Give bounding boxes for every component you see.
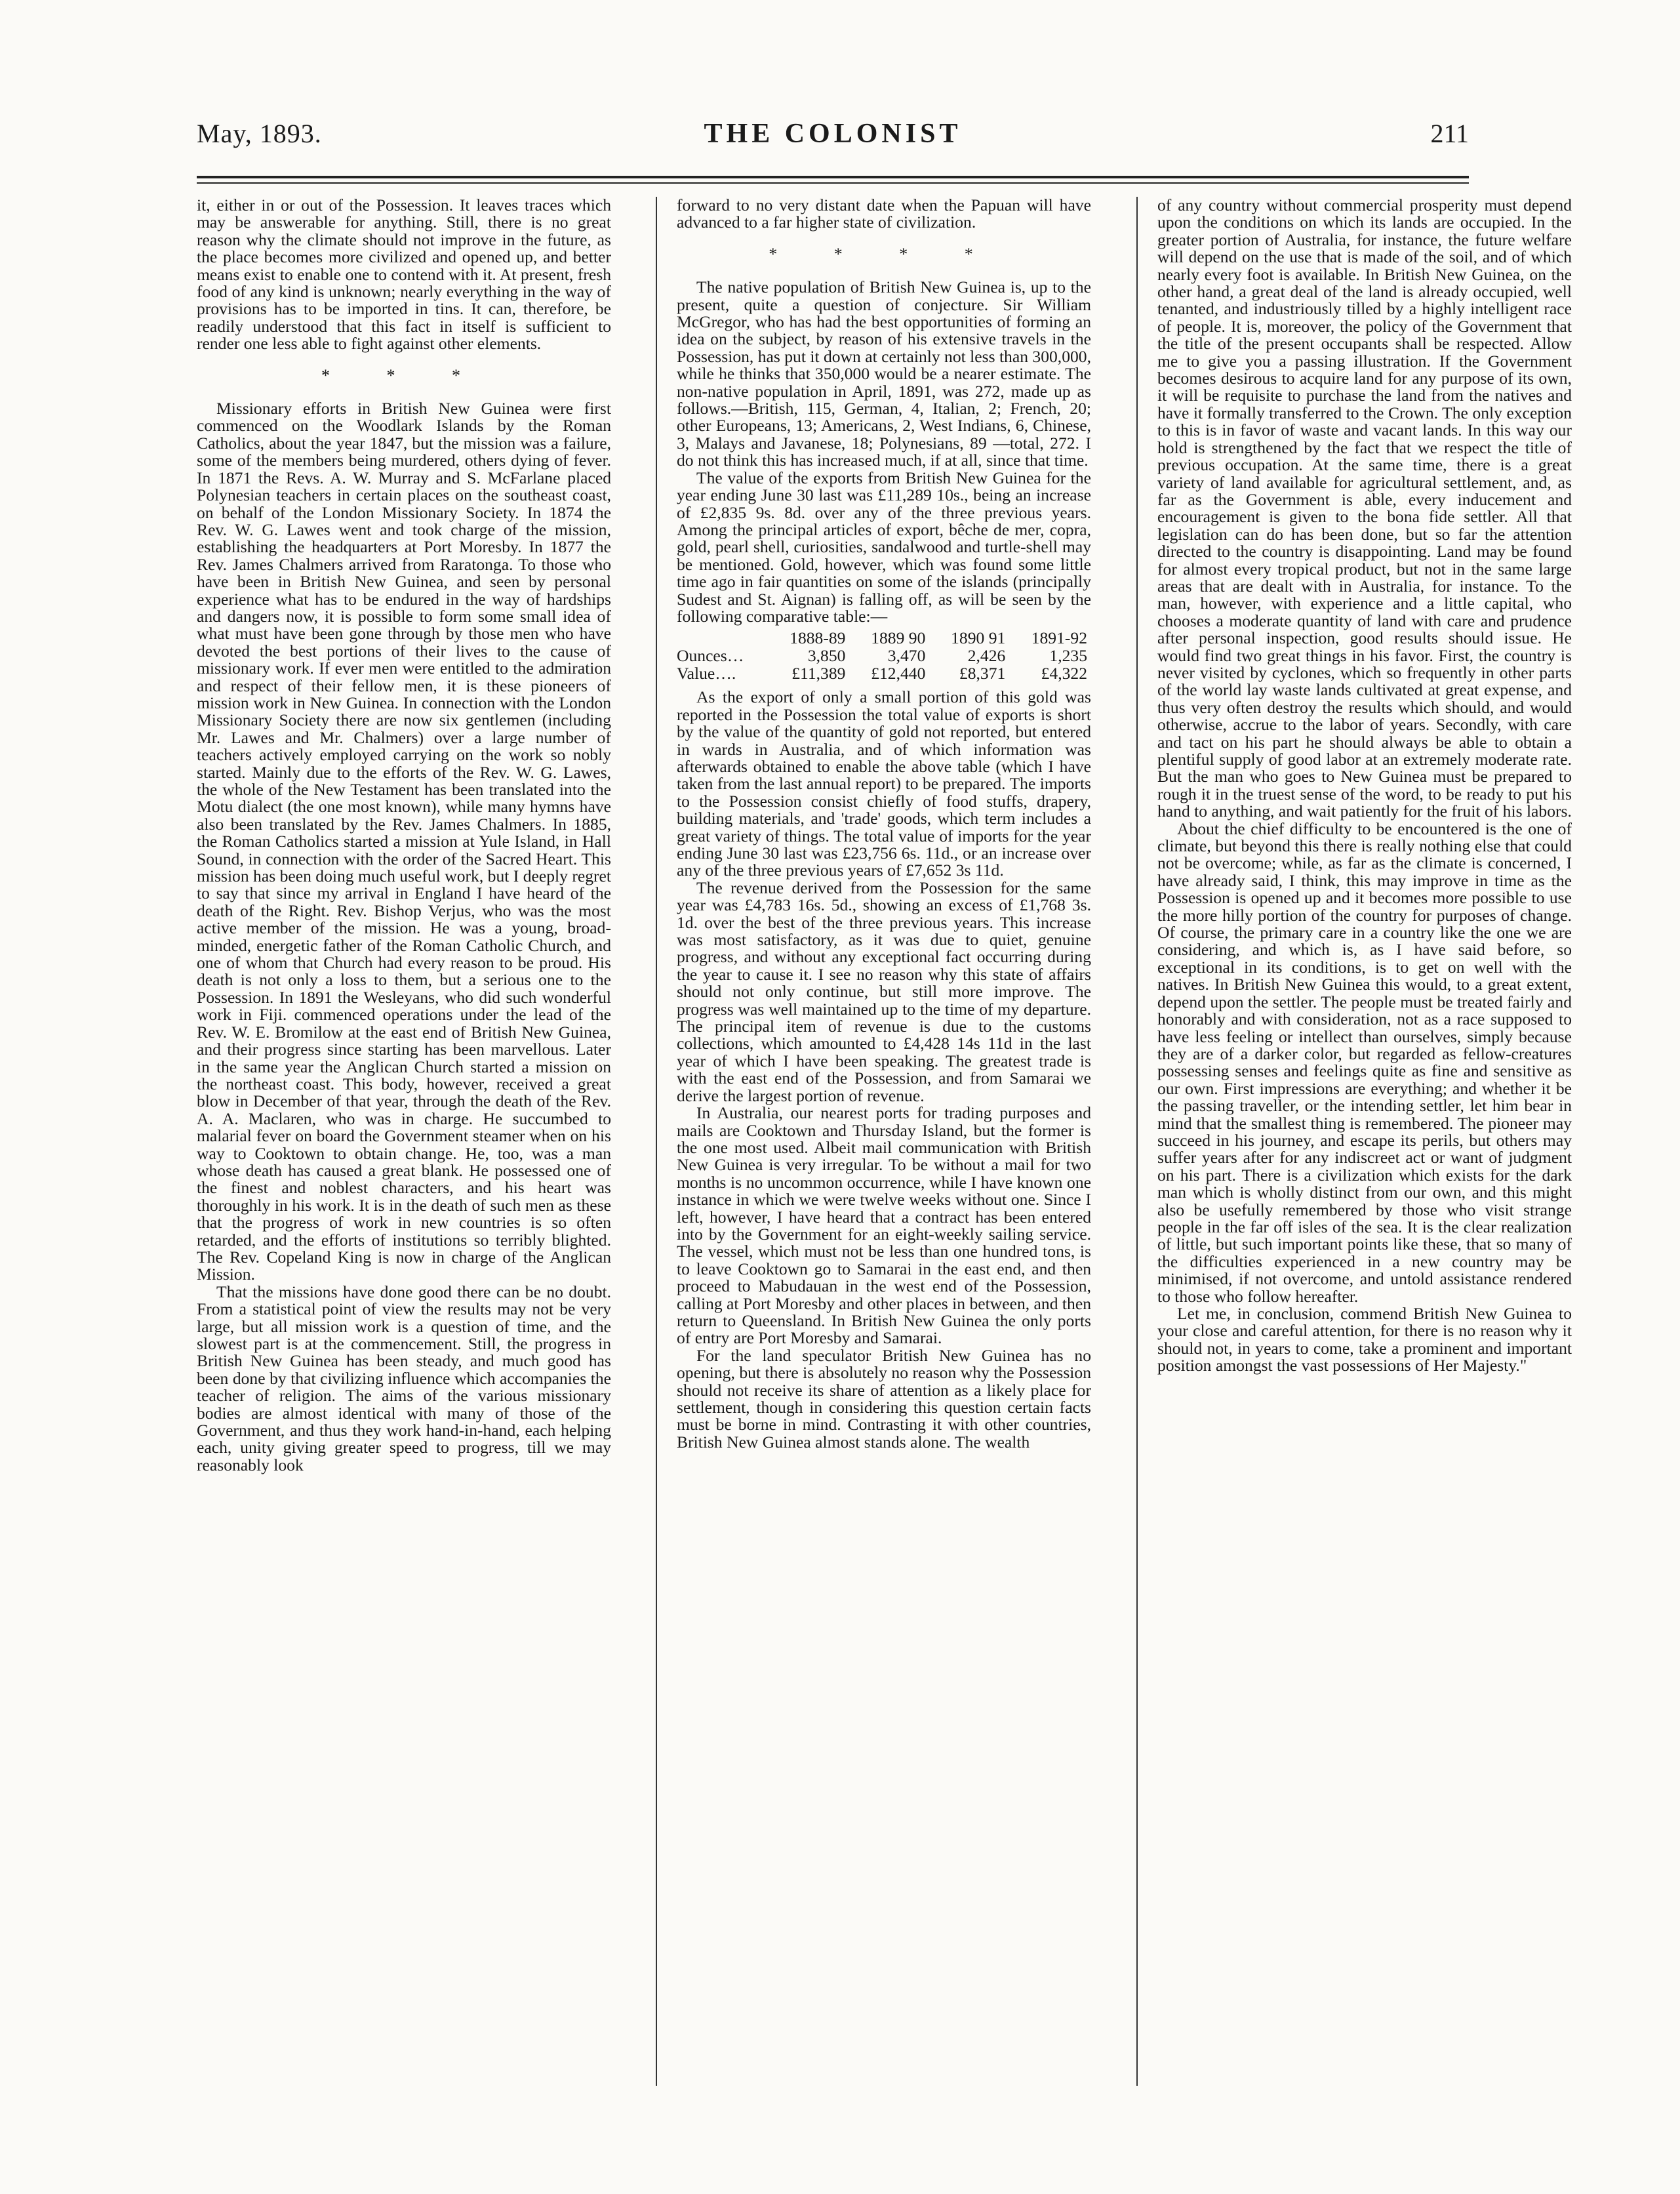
header-rule-thick [197,176,1469,178]
paragraph: it, either in or out of the Possession. It leaves traces which may be answerable for anything. Still, there is no great reason why the climate should not improve in the future, as the place becomes more civilized and opened up, and better means exist to enable one to contend with it. At present, fresh food of any kind is unknown; nearly everything in the way of provisions has to be imported in tins. It can, therefore, be readily understood that this fact in itself is sufficient to render one less able to fight against other elements. [197,197,611,354]
paragraph: That the missions have done good there can be no doubt. From a statistical point of view the results may not be very large, but all mission work is a question of time, and the slowest part is at the commencement. Still, the progress in British New Guinea has been steady, and much good has been done by that civilizing influence which accompanies the teacher of religion. The aims of the various missionary bodies are almost identical with many of those of the Government, and thus they work hand-in-hand, each helping each, unity giving greater speed to progress, till we may reasonably look [197,1282,611,1474]
table-cell: £4,322 [1041,664,1087,683]
paragraph: Let me, in conclusion, commend British New Guinea to your close and careful attention, for there is no reason why it should not, in years to come, take a prominent and important position amongst the vast possessions of Her Majesty." [1157,1304,1572,1375]
paragraph: of any country without commercial prosperity must depend upon the conditions on which its lands are occupied. In the greater portion of Australia, for instance, the future welfare will depend on the use that is made of the soil, and of which nearly every foot is available. In British New Guinea, on the other hand, a great deal of the land is already occupied, well tenanted, and industriously tilled by a highly intelligent race of people. It is, moreover, the policy of the Government that the title of the present occupants shall be respected. Allow me to give you a passing illustration. If the Government becomes desirous to acquire land for any purpose of its own, it will be requisite to purchase the land from the natives and have it formally transferred to the Crown. The only exception to this is in favor of waste and vacant lands. In this way our hold is strengthened by the fact that we respect the title of previous occupation. At the same time, there is a great variety of land available for agricultural settlement, and, as far as the Government is able, every inducement and encouragement is given to the bona fide settler. All that legislation can do has been done, but so far the attention directed to the country is disappointing. Land may be found for almost every tropical product, but not in the same large areas that are dealt with in Australia, for instance. To the man, however, with experience and a little capital, who chooses a moderate quantity of land with care and prudence after personal inspection, good results should issue. He would find two great things in his favor. First, the country is never visited by cyclones, which so frequently in other parts of the world lay waste lands cultivated at great expense, and thus very often destroy the results which should, and would otherwise, accrue to the labor of years. Secondly, with care and tact on his part he should always be able to obtain a plentiful supply of good labor at an extremely moderate rate. But the man who goes to New Guinea must be prepared to rough it in the truest sense of the word, to be ready to put his hand to anything, and wait patiently for the fruit of his labors. [1157,197,1572,821]
table-row [677,647,1091,664]
page-header [197,118,1469,157]
paragraph: About the chief difficulty to be encountered is the one of climate, but beyond this there is really nothing else that could not be overcome; while, as far as the climate is concerned, I have already said, I think, this may improve in time as the Possession is opened up and it becomes more possible to use the more hilly portion of the country for purposes of change. Of course, the primary care in a country like the one we are considering, and which is, as I have said before, so exceptional in its conditions, is to get on well with the natives. In British New Guinea this would, to a great extent, depend upon the settler. The people must be treated fairly and honorably and with consideration, not as a race supposed to have less feeling or intellect than ourselves, simply because they are of a darker color, but regarded as fellow-creatures possessing senses and feelings quite as fine and sensitive as our own. First impressions are everything; and whether it be the passing traveller, or the intending settler, let him bear in mind that the smallest thing is remembered. The pioneer may succeed in his journey, and escape its perils, but others may suffer years after for any indiscreet act or want of judgment on his part. There is a civilization which exists for the dark man which is wholly distinct from our own, and this might also be usefully remembered by those who visit strange people in the far off isles of the sea. It is the clear realization of little, but such important points like these, that so many of the difficulties experienced in a new country may be minimised, if not overcome, and untold assistance rendered to those who follow hereafter. [1157,819,1572,1306]
table-header-cell: 1888-89 [790,628,846,648]
table-header-cell: 1891-92 [1031,628,1087,648]
table-cell: £12,440 [871,664,926,683]
column-divider-2 [1136,197,1138,2086]
paragraph: The value of the exports from British New Guinea for the year ending June 30 last was £11,289 10s., being an increase of £2,835 9s. 8d. over any of the three previous years. Among the principal articles of export, bêche de mer, copra, gold, pearl shell, curiosities, sandalwood and turtle-shell may be mentioned. Gold, however, which was found some little time ago in fair quantities on some of the islands (principally Sudest and St. Aignan) is falling off, as will be seen by the following comparative table:— [677,468,1091,626]
column-divider-1 [656,197,657,2086]
article-column-2 [677,197,1091,2086]
table-header-row [677,629,1091,647]
table-cell: 3,470 [887,646,926,666]
section-separator: * * * * [769,244,999,264]
table-cell: £11,389 [791,664,846,683]
paragraph: Missionary efforts in British New Guinea were first commenced on the Woodlark Islands by the Roman Catholics, about the year 1847, but the mission was a failure, some of the members being murdered, others dying of fever. In 1871 the Revs. A. W. Murray and S. McFarlane placed Polynesian teachers in certain places on the southeast coast, on behalf of the London Missionary Society. In 1874 the Rev. W. G. Lawes went and took charge of the mission, establishing the headquarters at Port Moresby. In 1877 the Rev. James Chalmers arrived from Raratonga. To those who have been in British New Guinea, and seen by personal experience what has to be endured in the way of hardships and dangers now, it is possible to form some small idea of what must have been gone through by those men who have devoted the best portions of their lives to the cause of missionary work. If ever men were entitled to the admiration and respect of their fellow men, it is these pioneers of mission work in New Guinea. In connection with the London Missionary Society there are now six gentlemen (including Mr. Lawes and Mr. Chalmers) over a large number of teachers actively employed carrying on the work so nobly started. Mainly due to the efforts of the Rev. W. G. Lawes, the whole of the New Testament has been translated into the Motu dialect (the one most known), while many hymns have also been translated by the Rev. James Chalmers. In 1885, the Roman Catholics started a mission at Yule Island, in Hall Sound, in connection with the order of the Sacred Heart. This mission has been doing much useful work, but I deeply regret to say that since my arrival in England I have heard of the death of the Right. Rev. Bishop Verjus, who was the most active member of the mission. He was a young, broad-minded, energetic father of the Roman Catholic Church, and one of whom that Church had every reason to be proud. His death is not only a loss to them, but a serious one to the Possession. In 1891 the Wesleyans, who did such wonderful work in Fiji. commenced operations under the lead of the Rev. W. E. Bromilow at the east end of British New Guinea, and their progress since starting has been marvellous. Later in the same year the Anglican Church started a mission on the northeast coast. This body, however, received a great blow in December of that year, through the death of the Rev. A. A. Maclaren, who was in charge. He succumbed to malarial fever on board the Government steamer when on his way to Cooktown to obtain change. He, too, was a man whose death has caused a great blank. He possessed one of the finest and noblest characters, and his heart was thoroughly in his work. It is in the death of such men as these that the progress of work in new countries is so often retarded, and the efforts of institutions so terribly blighted. The Rev. Copeland King is now in charge of the Anglican Mission. [197,399,611,1284]
table-cell: 1,235 [1049,646,1087,666]
table-cell: Ounces… [677,646,744,666]
page-number: 211 [1430,119,1469,148]
table-header-cell [677,629,768,647]
header-rule-thin [197,182,1469,184]
section-separator: * * * [321,365,487,385]
issue-date: May, 1893. [197,119,322,148]
table-cell: 2,426 [967,646,1006,666]
article-column-1 [197,197,611,2086]
paragraph: forward to no very distant date when the Papuan will have advanced to a far higher state of civilization. [677,197,1091,232]
table-cell: 3,850 [807,646,846,666]
publication-title: THE COLONIST [704,119,962,149]
table-cell: £8,371 [959,664,1006,683]
paragraph: As the export of only a small portion of this gold was reported in the Possession the total value of exports is short by the value of the quantity of gold not reported, but entered in wards in Australia, and of which information was afterwards obtained to enable the above table (which I have taken from the last annual report) to be prepared. The imports to the Possession consist chiefly of food stuffs, drapery, building materials, and 'trade' goods, which term includes a great variety of things. The total value of imports for the year ending June 30 last was £23,756 6s. 11d., or an increase over any of the three previous years of £7,652 3s 11d. [677,687,1091,880]
gold-export-table [677,629,1091,682]
paragraph: For the land speculator British New Guinea has no opening, but there is absolutely no reason why the Possession should not receive its share of attention as a likely place for settlement, though in considering this question certain facts must be borne in mind. Contrasting it with other countries, British New Guinea almost stands alone. The wealth [677,1345,1091,1452]
table-header-cell: 1890 91 [951,628,1006,648]
table-header-cell: 1889 90 [871,628,926,648]
paragraph: The native population of British New Guinea is, up to the present, quite a question of conjecture. Sir William McGregor, who has had the best opportunities of forming an idea on the subject, by reason of his extensive travels in the Possession, has put it down at certainly not less than 300,000, while he thinks that 350,000 would be a nearer estimate. The non-native population in April, 1891, was 272, made up as follows.—British, 115, German, 4, Italian, 2; French, 20; other Europeans, 13; Americans, 2, West Indians, 6, Chinese, 3, Malays and Javanese, 18; Polynesians, 89 —total, 272. I do not think this has increased much, if at all, since that time. [677,277,1091,470]
paragraph: The revenue derived from the Possession for the same year was £4,783 16s. 5d., showing an excess of £1,768 3s. 1d. over the best of the three previous years. This increase was most satisfactory, as it was due to quiet, genuine progress, and without any exceptional fact occurring during the year to cause it. I see no reason why this state of affairs should not only continue, but still more improve. The progress was well maintained up to the time of my departure. The principal item of revenue is due to the customs collections, which amounted to £4,428 14s 11d in the last year of which I have been speaking. The greatest trade is with the east end of the Possession, and from Samarai we derive the largest portion of revenue. [677,878,1091,1105]
table-cell: Value…. [677,664,736,683]
paragraph: In Australia, our nearest ports for trading purposes and mails are Cooktown and Thursday Island, but the former is the one most used. Albeit mail communication with British New Guinea is very irregular. To be without a mail for two months is no uncommon occurrence, while I have known one instance in which we were twelve weeks without one. Since I left, however, I have heard that a contract has been entered into by the Government for an eight-weekly sailing service. The vessel, which must not be less than one hundred tons, is to leave Cooktown go to Samarai in the east end, and then proceed to Mabudauan in the west end of the Possession, calling at Port Moresby and other places in between, and then return to Queensland. In British New Guinea the only ports of entry are Port Moresby and Samarai. [677,1103,1091,1348]
table-row [677,664,1091,682]
article-column-3 [1157,197,1572,2086]
